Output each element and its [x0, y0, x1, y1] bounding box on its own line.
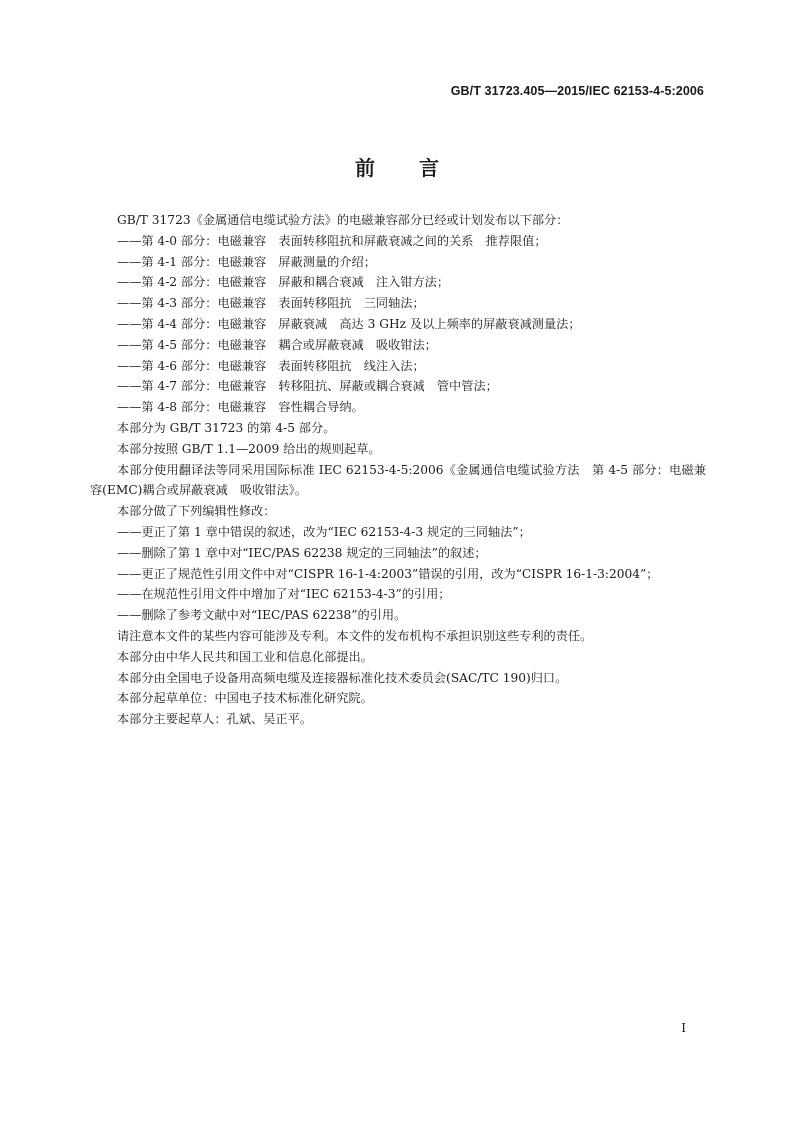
paragraph: 本部分做了下列编辑性修改：	[117, 504, 276, 519]
list-item: ——第 4-3 部分：电磁兼容 表面转移阻抗 三同轴法；	[117, 296, 425, 311]
list-item: ——第 4-8 部分：电磁兼容 容性耦合导纳。	[117, 400, 364, 415]
list-item: ——第 4-7 部分：电磁兼容 转移阻抗、屏蔽或耦合衰减 管中管法；	[117, 379, 498, 394]
standard-code-header: GB/T 31723.405—2015/IEC 62153-4-5:2006	[450, 84, 704, 98]
paragraph: GB/T 31723《金属通信电缆试验方法》的电磁兼容部分已经或计划发布以下部分：	[117, 213, 569, 227]
list-item: ——更正了第 1 章中错误的叙述，改为“IEC 62153-4-3 规定的三同轴法”；	[117, 524, 531, 539]
list-item: ——删除了参考文献中对“IEC/PAS 62238”的引用。	[117, 608, 407, 623]
foreword-body	[90, 210, 706, 730]
page-number: I	[681, 1021, 686, 1035]
page-title: 前言	[355, 156, 483, 180]
paragraph: 本部分使用翻译法等同采用国际标准 IEC 62153-4-5:2006《金属通信电缆试验方法 第 4-5 部分：电磁兼容(EMC)耦合或屏蔽衰减 吸收钳法》。	[90, 462, 706, 498]
list-item: ——第 4-2 部分：电磁兼容 屏蔽和耦合衰减 注入钳方法；	[117, 275, 450, 290]
list-item: ——删除了第 1 章中对“IEC/PAS 62238 规定的三同轴法”的叙述；	[117, 545, 487, 560]
list-item: ——第 4-1 部分：电磁兼容 屏蔽测量的介绍；	[117, 254, 376, 269]
list-item: ——第 4-6 部分：电磁兼容 表面转移阻抗 线注入法；	[117, 358, 425, 373]
list-item: ——在规范性引用文件中增加了对“IEC 62153-4-3”的引用；	[117, 587, 451, 602]
list-item: ——第 4-0 部分：电磁兼容 表面转移阻抗和屏蔽衰减之间的关系 推荐限值；	[117, 233, 547, 248]
paragraph: 请注意本文件的某些内容可能涉及专利。本文件的发布机构不承担识别这些专利的责任。	[117, 628, 593, 643]
paragraph: 本部分由全国电子设备用高频电缆及连接器标准化技术委员会(SAC/TC 190)归口。	[117, 670, 568, 685]
paragraph: 本部分起草单位：中国电子技术标准化研究院。	[117, 691, 373, 706]
list-item: ——第 4-4 部分：电磁兼容 屏蔽衰减 高达 3 GHz 及以上频率的屏蔽衰减测量法；	[117, 316, 581, 331]
paragraph: 本部分为 GB/T 31723 的第 4-5 部分。	[117, 420, 336, 435]
paragraph: 本部分由中华人民共和国工业和信息化部提出。	[117, 649, 373, 664]
list-item: ——第 4-5 部分：电磁兼容 耦合或屏蔽衰减 吸收钳法；	[117, 337, 437, 352]
paragraph: 本部分主要起草人：孔斌、吴正平。	[117, 712, 312, 727]
list-item: ——更正了规范性引用文件中对“CISPR 16-1-4:2003”错误的引用，改为“CISPR 16-1-3:2004”；	[117, 566, 659, 581]
paragraph: 本部分按照 GB/T 1.1—2009 给出的规则起草。	[117, 441, 381, 456]
